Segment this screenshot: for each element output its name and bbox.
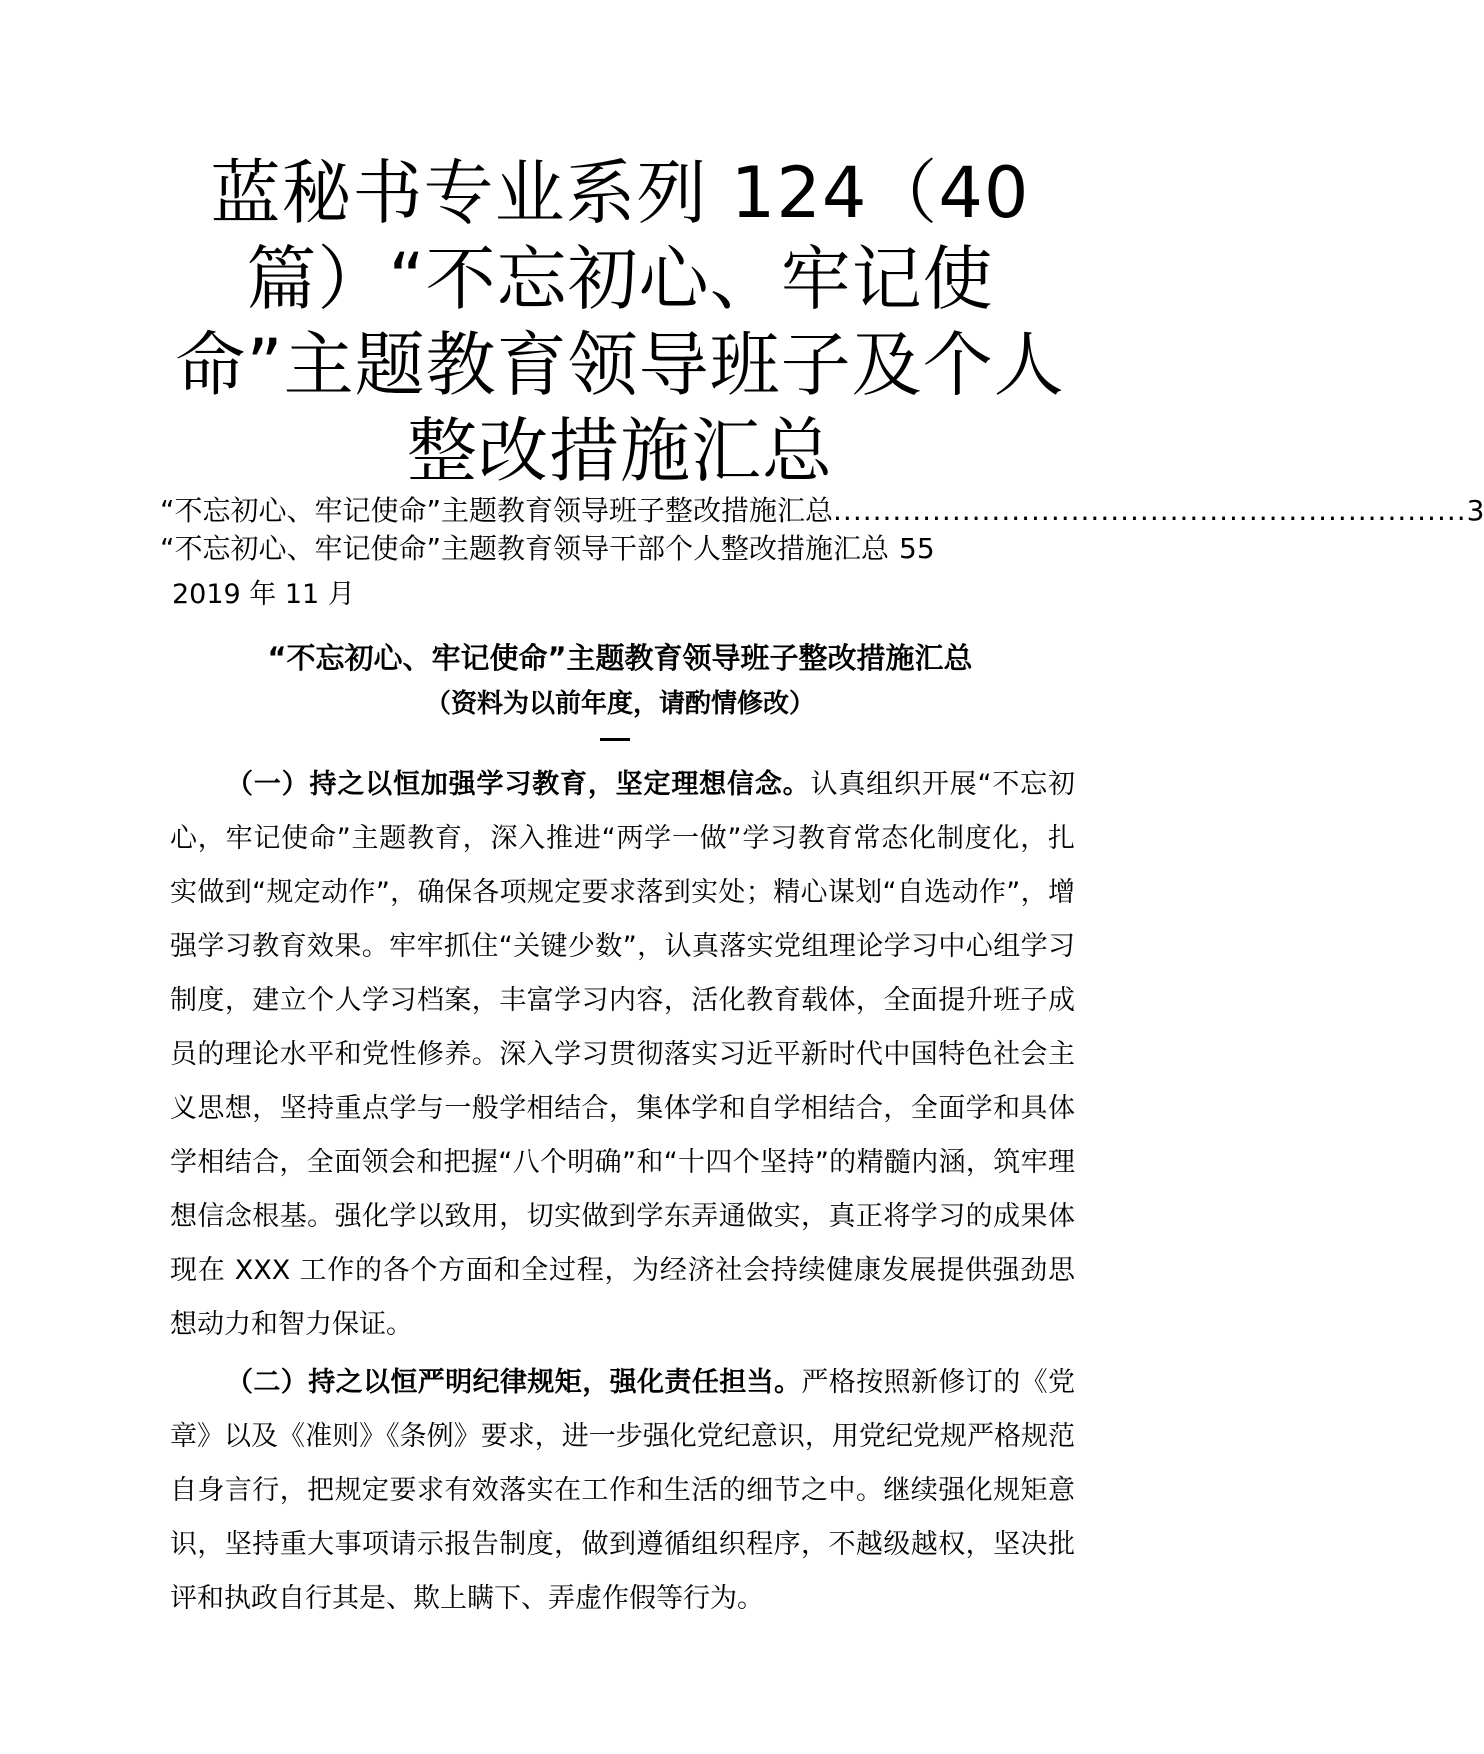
paragraph-text: 严格按照新修订的《党章》以及《准则》《条例》要求，进一步强化党纪意识，用党纪党规严格规范自身言行，把规定要求有效落实在工作和生活的细节之中。继续强化规矩意识，坚持重大事项请示报告制度，做到遵循组织程序，不越级越权，坚决批评和执政自行其是、欺上瞒下、弄虚作假等行为。 <box>170 1367 1076 1614</box>
paragraph-text: 认真组织开展“不忘初心，牢记使命”主题教育，深入推进“两学一做”学习教育常态化制度化，扎实做到“规定动作”，确保各项规定要求落到实处；精心谋划“自选动作”，增强学习教育效果。牢牢抓住“关键少数”，认真落实党组理论学习中心组学习制度，建立个人学习档案，丰富学习内容，活化教育载体，全面提升班子成员的理论水平和党性修养。深入学习贯彻落实习近平新时代中国特色社会主义思想，坚持重点学与一般学相结合，集体学和自学相结合，全面学和具体学相结合，全面领会和把握“八个明确”和“十四个坚持”的精髓内涵，筑牢理想信念根基。强化学以致用，切实做到学东弄通做实，真正将学习的成果体现在 XXX 工作的各个方面和全过程，为经济社会持续健康发展提供强劲思想动力和智力保证。 <box>170 769 1075 1340</box>
toc-entry-page: 3 <box>1466 494 1484 527</box>
toc-entry[interactable] <box>160 530 1090 568</box>
toc-leader-dots <box>833 492 1467 530</box>
document-date: 2019 年 11 月 <box>172 579 355 610</box>
body-paragraph <box>170 1356 1075 1626</box>
paragraph-lead: （一）持之以恒加强学习教育，坚定理想信念。 <box>226 769 811 800</box>
paragraph-lead: （二）持之以恒严明纪律规矩，强化责任担当。 <box>226 1367 802 1398</box>
toc-entry-text: “不忘初心、牢记使命”主题教育领导班子整改措施汇总 <box>160 494 834 527</box>
document-title: 蓝秘书专业系列 124（40 篇）“不忘初心、牢记使命”主题教育领导班子及个人整改措施汇总 <box>175 152 1065 492</box>
section-subtitle: （资料为以前年度，请酌情修改） <box>424 689 815 719</box>
section-divider <box>600 738 630 741</box>
table-of-contents <box>160 492 1484 568</box>
toc-entry[interactable] <box>160 492 1484 530</box>
section-title: “不忘初心、牢记使命”主题教育领导班子整改措施汇总 <box>267 641 973 675</box>
toc-entry-page: 55 <box>899 532 935 565</box>
body-paragraph <box>170 758 1075 1352</box>
document-body <box>170 758 1075 1630</box>
toc-entry-text: “不忘初心、牢记使命”主题教育领导干部个人整改措施汇总 <box>160 532 890 565</box>
